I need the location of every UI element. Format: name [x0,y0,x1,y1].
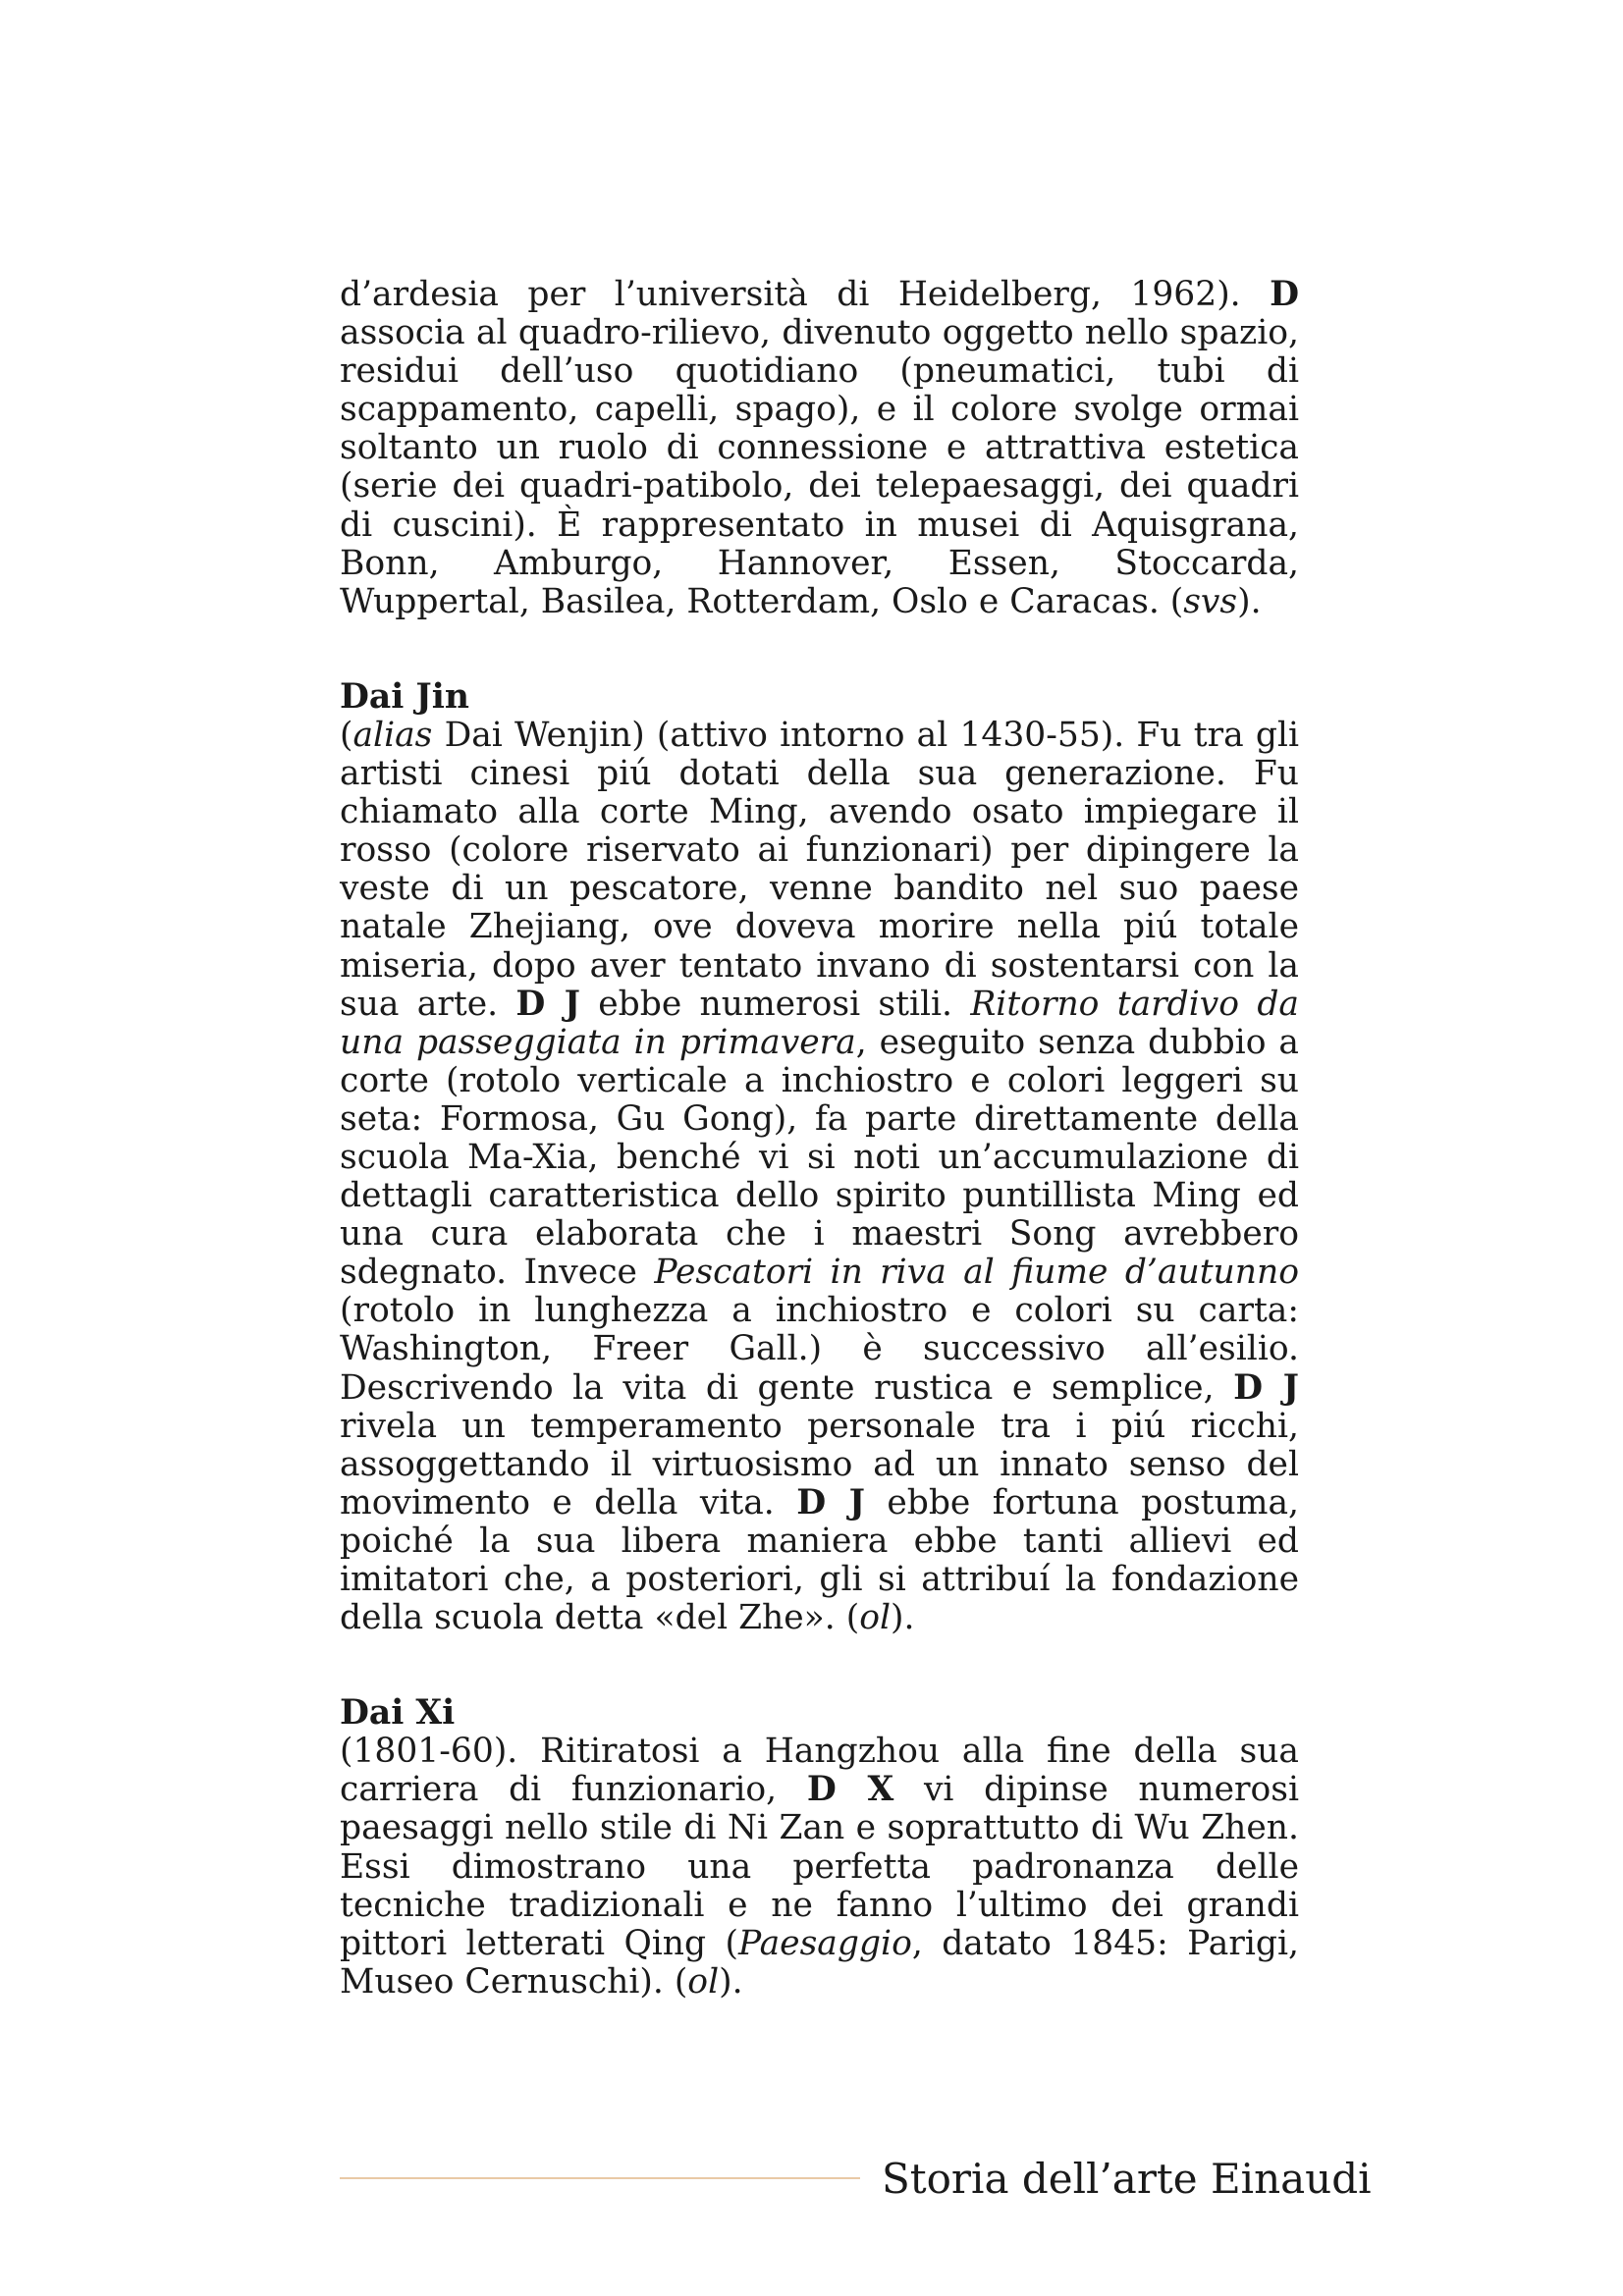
text-run: d’ardesia per l’università di Heidelberg, 1962). [340,275,1271,314]
text-run: ebbe numerosi stili. [579,984,971,1024]
text-run: , eseguito senza dubbio a corte (rotolo verticale a inchiostro e colori leggeri su seta: Formosa, Gu Gong), fa parte direttamente della scuola Ma-Xia, benché vi si noti un’accumulazione di dettagli caratteristica dello spirito puntillista Ming ed una cura elaborata che i maestri Song avrebbero sdegnato. Invece [340,1022,1299,1293]
author-initials: svs [1183,581,1238,621]
text-run: ). [719,1961,743,2002]
text-run: (rotolo in lunghezza a inchiostro e colori su carta: Washington, Freer Gall.) è successivo all’esilio. Descrivendo la vita di gente rustica e semplice, [340,1291,1299,1408]
text-run: ebbe fortuna postuma, poiché la sua libera maniera ebbe tanti allievi ed imitatori che, a posteriori, gli si attribuí la fondazione della scuola detta «del Zhe». ( [340,1482,1299,1638]
entry-body-dai-jin [340,717,1299,1637]
page-body [340,276,1299,2002]
artwork-title: Pescatori in riva al fiume d’autunno [654,1253,1299,1293]
entry-title-dai-xi: Dai Xi [340,1693,456,1734]
author-initials: ol [859,1598,891,1638]
text-run: Dai Wenjin) (attivo intorno al 1430-55). Fu tra gli artisti cinesi piú dotati della sua generazione. Fu chiamato alla corte Ming, avendo osato impiegare il rosso (colore riservato ai funzionari) per dipingere la veste di un pescatore, venne bandito nel suo paese natale Zhejiang, ove doveva morire nella piú totale miseria, dopo aver tentato invano di sostentarsi con la sua arte. [340,715,1299,1024]
artwork-title: Ritorno tardivo da una passeggiata in primavera [340,984,1299,1062]
intro-paragraph [340,276,1299,621]
entry-title-dai-jin: Dai Jin [340,676,469,717]
section-spacer [340,1637,1299,1694]
text-run: ). [891,1598,915,1638]
footer-rule [340,2177,860,2179]
entry-abbreviation: D [1270,275,1299,314]
entry-abbreviation: D J [796,1482,865,1522]
text-run: vi dipinse numerosi paesaggi nello stile di Ni Zan e soprattutto di Wu Zhen. Essi dimostrano una perfetta padronanza delle tecniche tradizionali e ne fanno l’ultimo dei grandi pittori letterati Qing ( [340,1770,1299,1963]
section-spacer [340,621,1299,678]
footer-title: Storia dell’arte Einaudi [882,2155,1372,2203]
italic-run: alias [352,715,433,755]
entry-abbreviation: D J [1233,1367,1299,1408]
artwork-title: Paesaggio [737,1923,912,1963]
text-run: rivela un temperamento personale tra i piú ricchi, assoggettando il virtuosismo ad un innato senso del movimento e della vita. [340,1406,1299,1522]
text-run: ( [340,715,353,755]
text-run: ). [1237,581,1262,621]
text-run: (1801-60). Ritiratosi a Hangzhou alla fine della sua carriera di funzionario, [340,1732,1299,1810]
text-run: associa al quadro-rilievo, divenuto oggetto nello spazio, residui dell’uso quotidiano (pneumatici, tubi di scappamento, capelli, spago), e il colore svolge ormai soltanto un ruolo di connessione e attrattiva estetica (serie dei quadri-patibolo, dei telepaesaggi, dei quadri di cuscini). È rappresentato in musei di Aquisgrana, Bonn, Amburgo, Hannover, Essen, Stoccarda, Wuppertal, Basilea, Rotterdam, Oslo e Caracas. ( [340,313,1299,621]
author-initials: ol [687,1961,720,2002]
entry-body-dai-xi [340,1733,1299,2002]
entry-abbreviation: D J [515,984,580,1024]
entry-abbreviation: D X [806,1770,894,1810]
text-run: , datato 1845: Parigi, Museo Cernuschi). ( [340,1923,1299,2002]
